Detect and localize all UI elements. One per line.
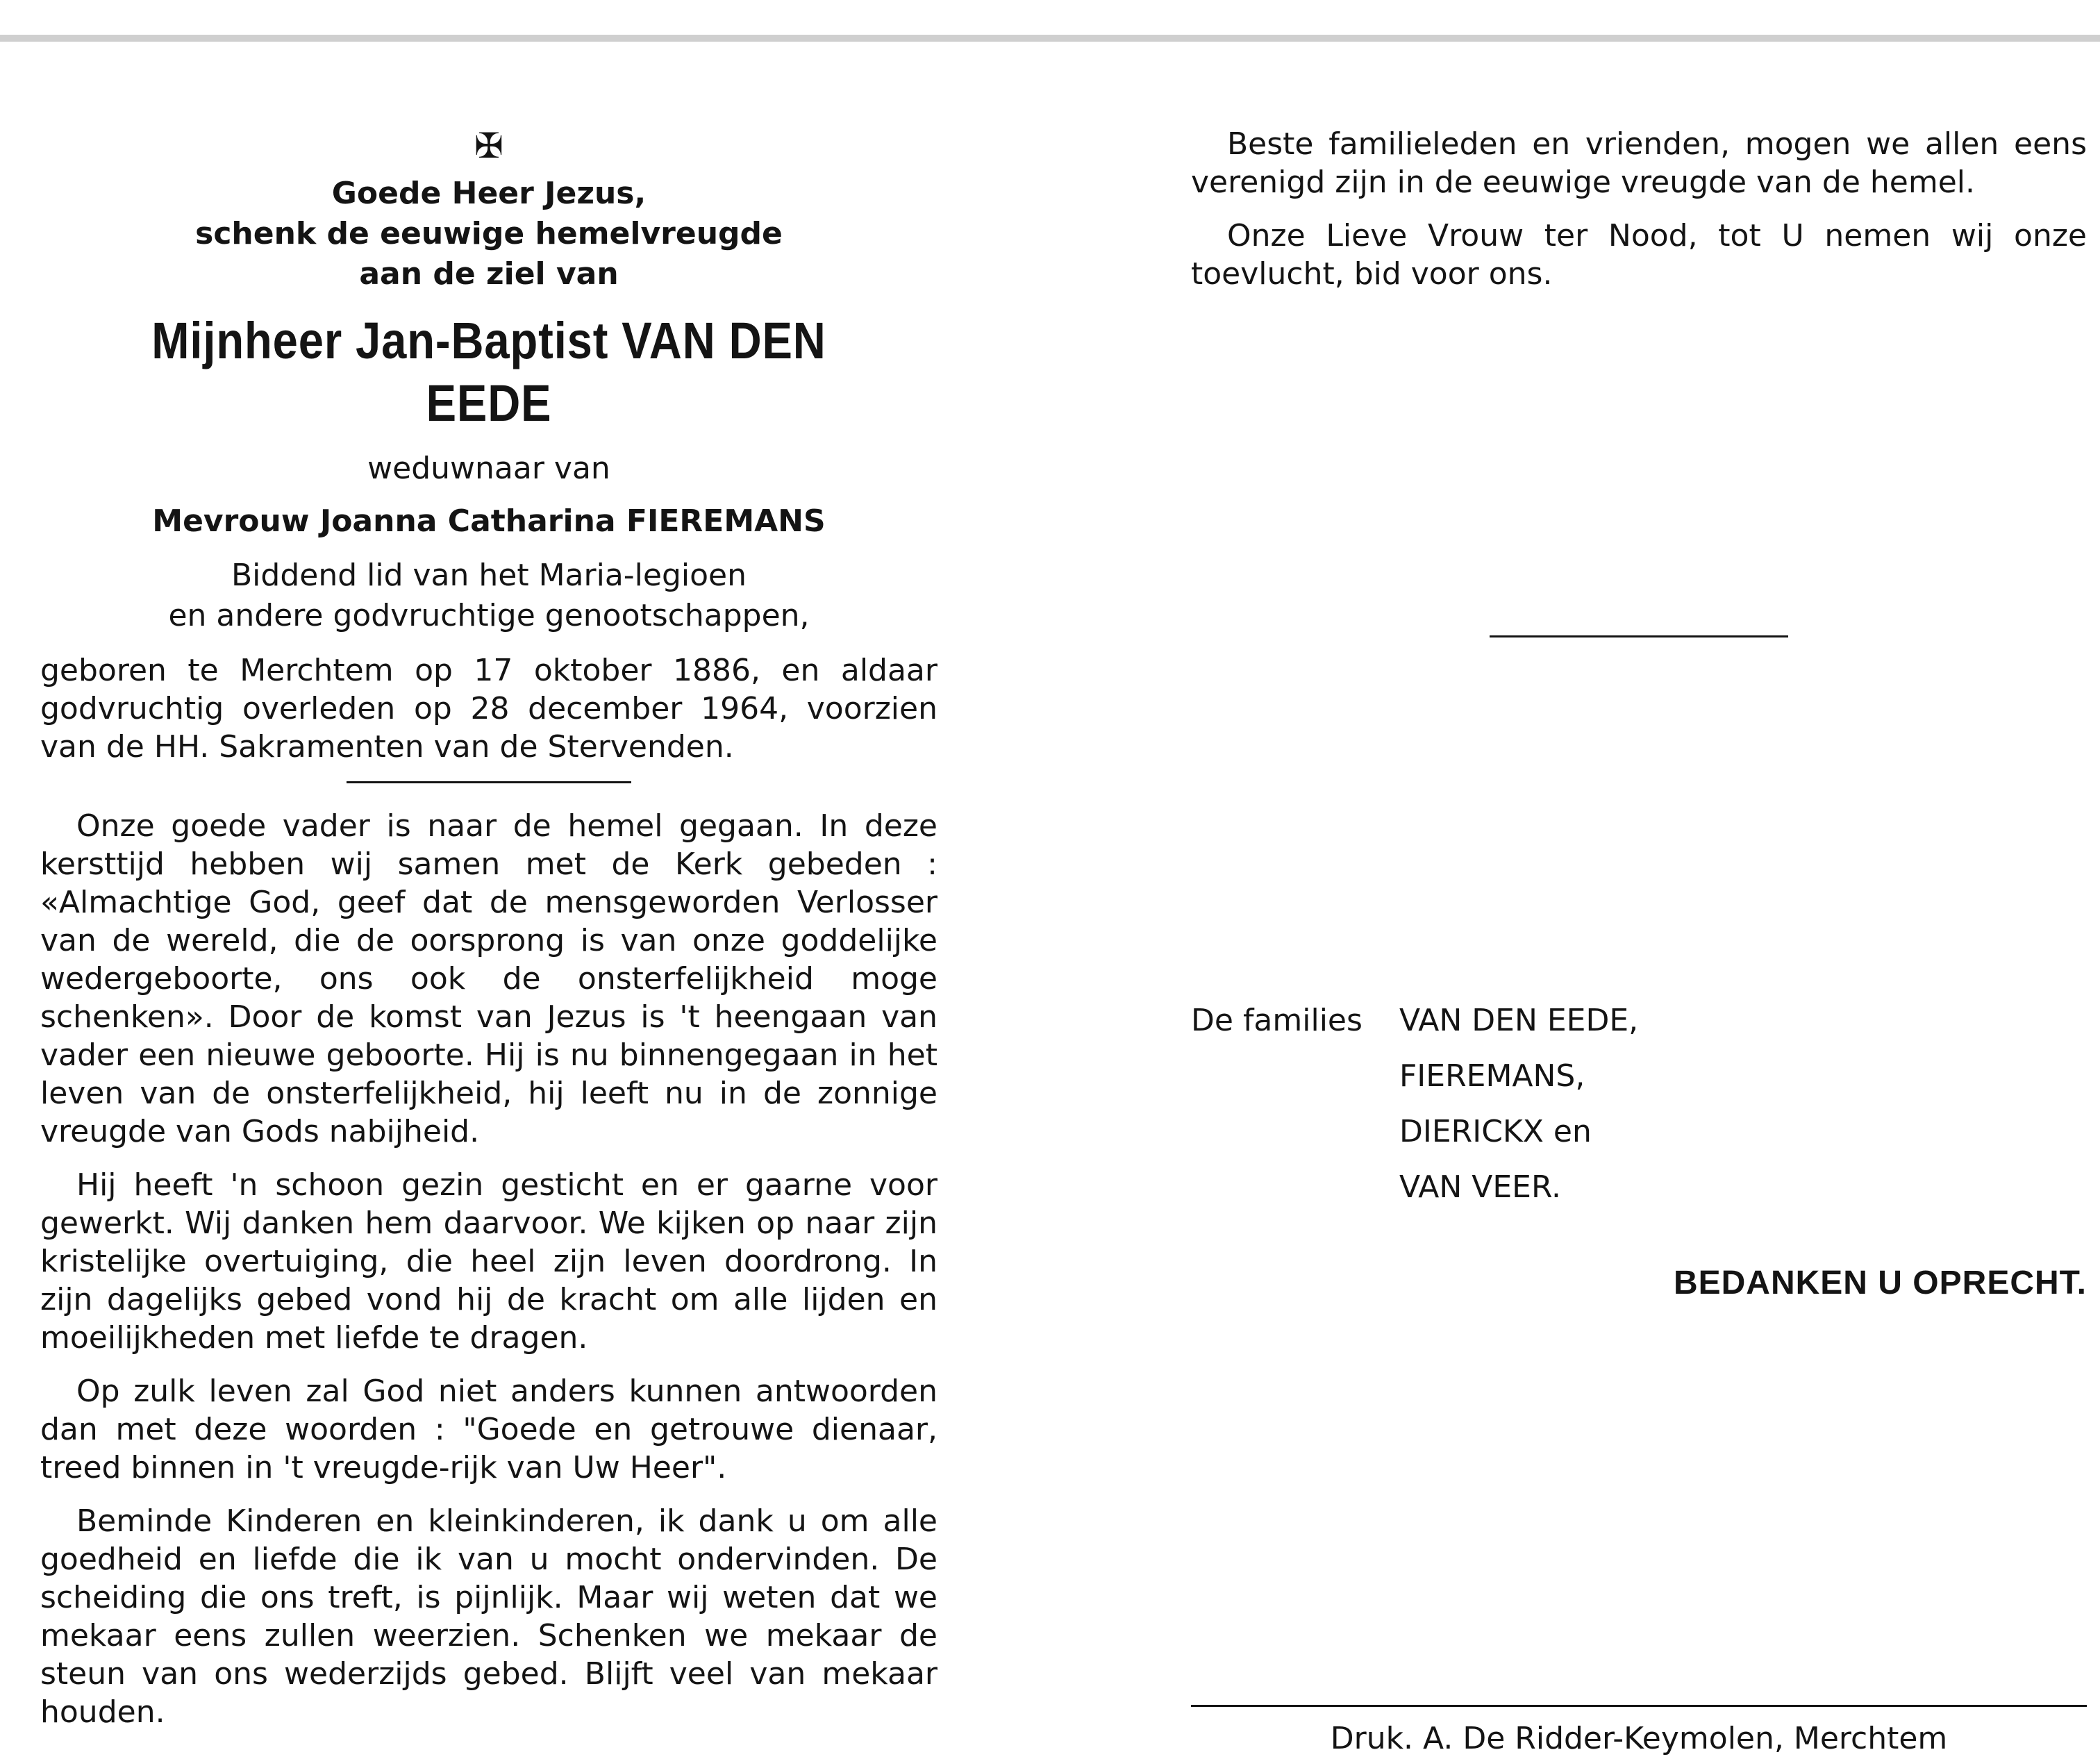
memorial-paragraph-3: Op zulk leven zal God niet anders kunnen antwoorden dan met deze woorden : "Goede en getrouwe dienaar, treed binnen in 't vreugde-rijk van Uw Heer".: [40, 1374, 938, 1485]
memorial-paragraph-4: Beminde Kinderen en kleinkinderen, ik dank u om alle goedheid en liefde die ik van u mocht ondervinden. De scheiding die ons treft, is pijnlijk. Maar wij weten dat we mekaar eens zullen weerzien. Schenken we mekaar de steun van ons wederzijds gebed. Blijft veel van mekaar houden.: [40, 1503, 938, 1730]
section-divider: [347, 781, 631, 783]
family-name: DIERICKX en: [1399, 1114, 1592, 1149]
printer-credit: Druk. A. De Ridder-Keymolen, Merchtem: [1330, 1721, 1948, 1756]
families-names: [1399, 993, 1638, 1215]
families-block: [1191, 993, 1638, 1215]
cross-icon: ✠: [474, 126, 503, 166]
footer-rule: [1191, 1705, 2087, 1707]
memorial-paragraph-1: Onze goede vader is naar de hemel gegaan. In deze kersttijd hebben wij samen met de Kerk gebeden : «Almachtige God, geef dat de mensgeworden Verlosser van de wereld, die de oorsprong is van onze goddelijke wedergeboorte, ons ook de onsterfelijkheid moge schenken». Door de komst van Jezus is 't heengaan van vader een nieuwe geboorte. Hij is nu binnengegaan in het leven van de onsterfelijkheid, hij leeft nu in de zonnige vreugde van Gods nabijheid.: [40, 808, 938, 1149]
invocation-line-3: aan de ziel van: [359, 256, 619, 292]
prayer-paragraph-2: Onze Lieve Vrouw ter Nood, tot U nemen wij onze toevlucht, bid voor ons.: [1191, 218, 2087, 292]
prayer-paragraph-1: Beste familieleden en vrienden, mogen we allen eens verenigd zijn in de eeuwige vreugde van de hemel.: [1191, 126, 2087, 200]
widower-label: weduwnaar van: [367, 451, 610, 486]
membership-line-1: Biddend lid van het Maria-legioen: [231, 558, 747, 593]
right-page: [1191, 125, 2087, 1758]
invocation-line-2: schenk de eeuwige hemelvreugde: [195, 216, 783, 251]
invocation-line-1: Goede Heer Jezus,: [331, 176, 647, 211]
membership-text: [40, 556, 938, 636]
families-label: De families: [1191, 1003, 1362, 1038]
family-name: FIEREMANS,: [1399, 1058, 1585, 1094]
left-page: [40, 125, 938, 1747]
memorial-paragraph-2: Hij heeft 'n schoon gezin gesticht en er gaarne voor gewerkt. Wij danken hem daarvoor. We kijken op naar zijn kristelijke overtuiging, die heel zijn leven doordrong. In zijn dagelijks gebed vond hij de kracht om alle lijden en moeilijkheden met liefde te dragen.: [40, 1167, 938, 1356]
deceased-name: Mijnheer Jan-Baptist VAN DEN EEDE: [151, 312, 826, 432]
spouse-name: Mevrouw Joanna Catharina FIEREMANS: [152, 503, 826, 539]
family-name: VAN VEER.: [1399, 1169, 1561, 1205]
section-divider: [1490, 635, 1788, 637]
top-scan-edge: [0, 35, 2100, 42]
thanks-text: BEDANKEN U OPRECHT.: [1673, 1265, 2087, 1301]
family-name: VAN DEN EEDE,: [1399, 1003, 1639, 1038]
birth-death-text: geboren te Merchtem op 17 oktober 1886, en aldaar godvruchtig overleden op 28 december 1964, voorzien van de HH. Sakramenten van de Stervenden.: [40, 653, 938, 765]
membership-line-2: en andere godvruchtige genootschappen,: [168, 598, 810, 633]
